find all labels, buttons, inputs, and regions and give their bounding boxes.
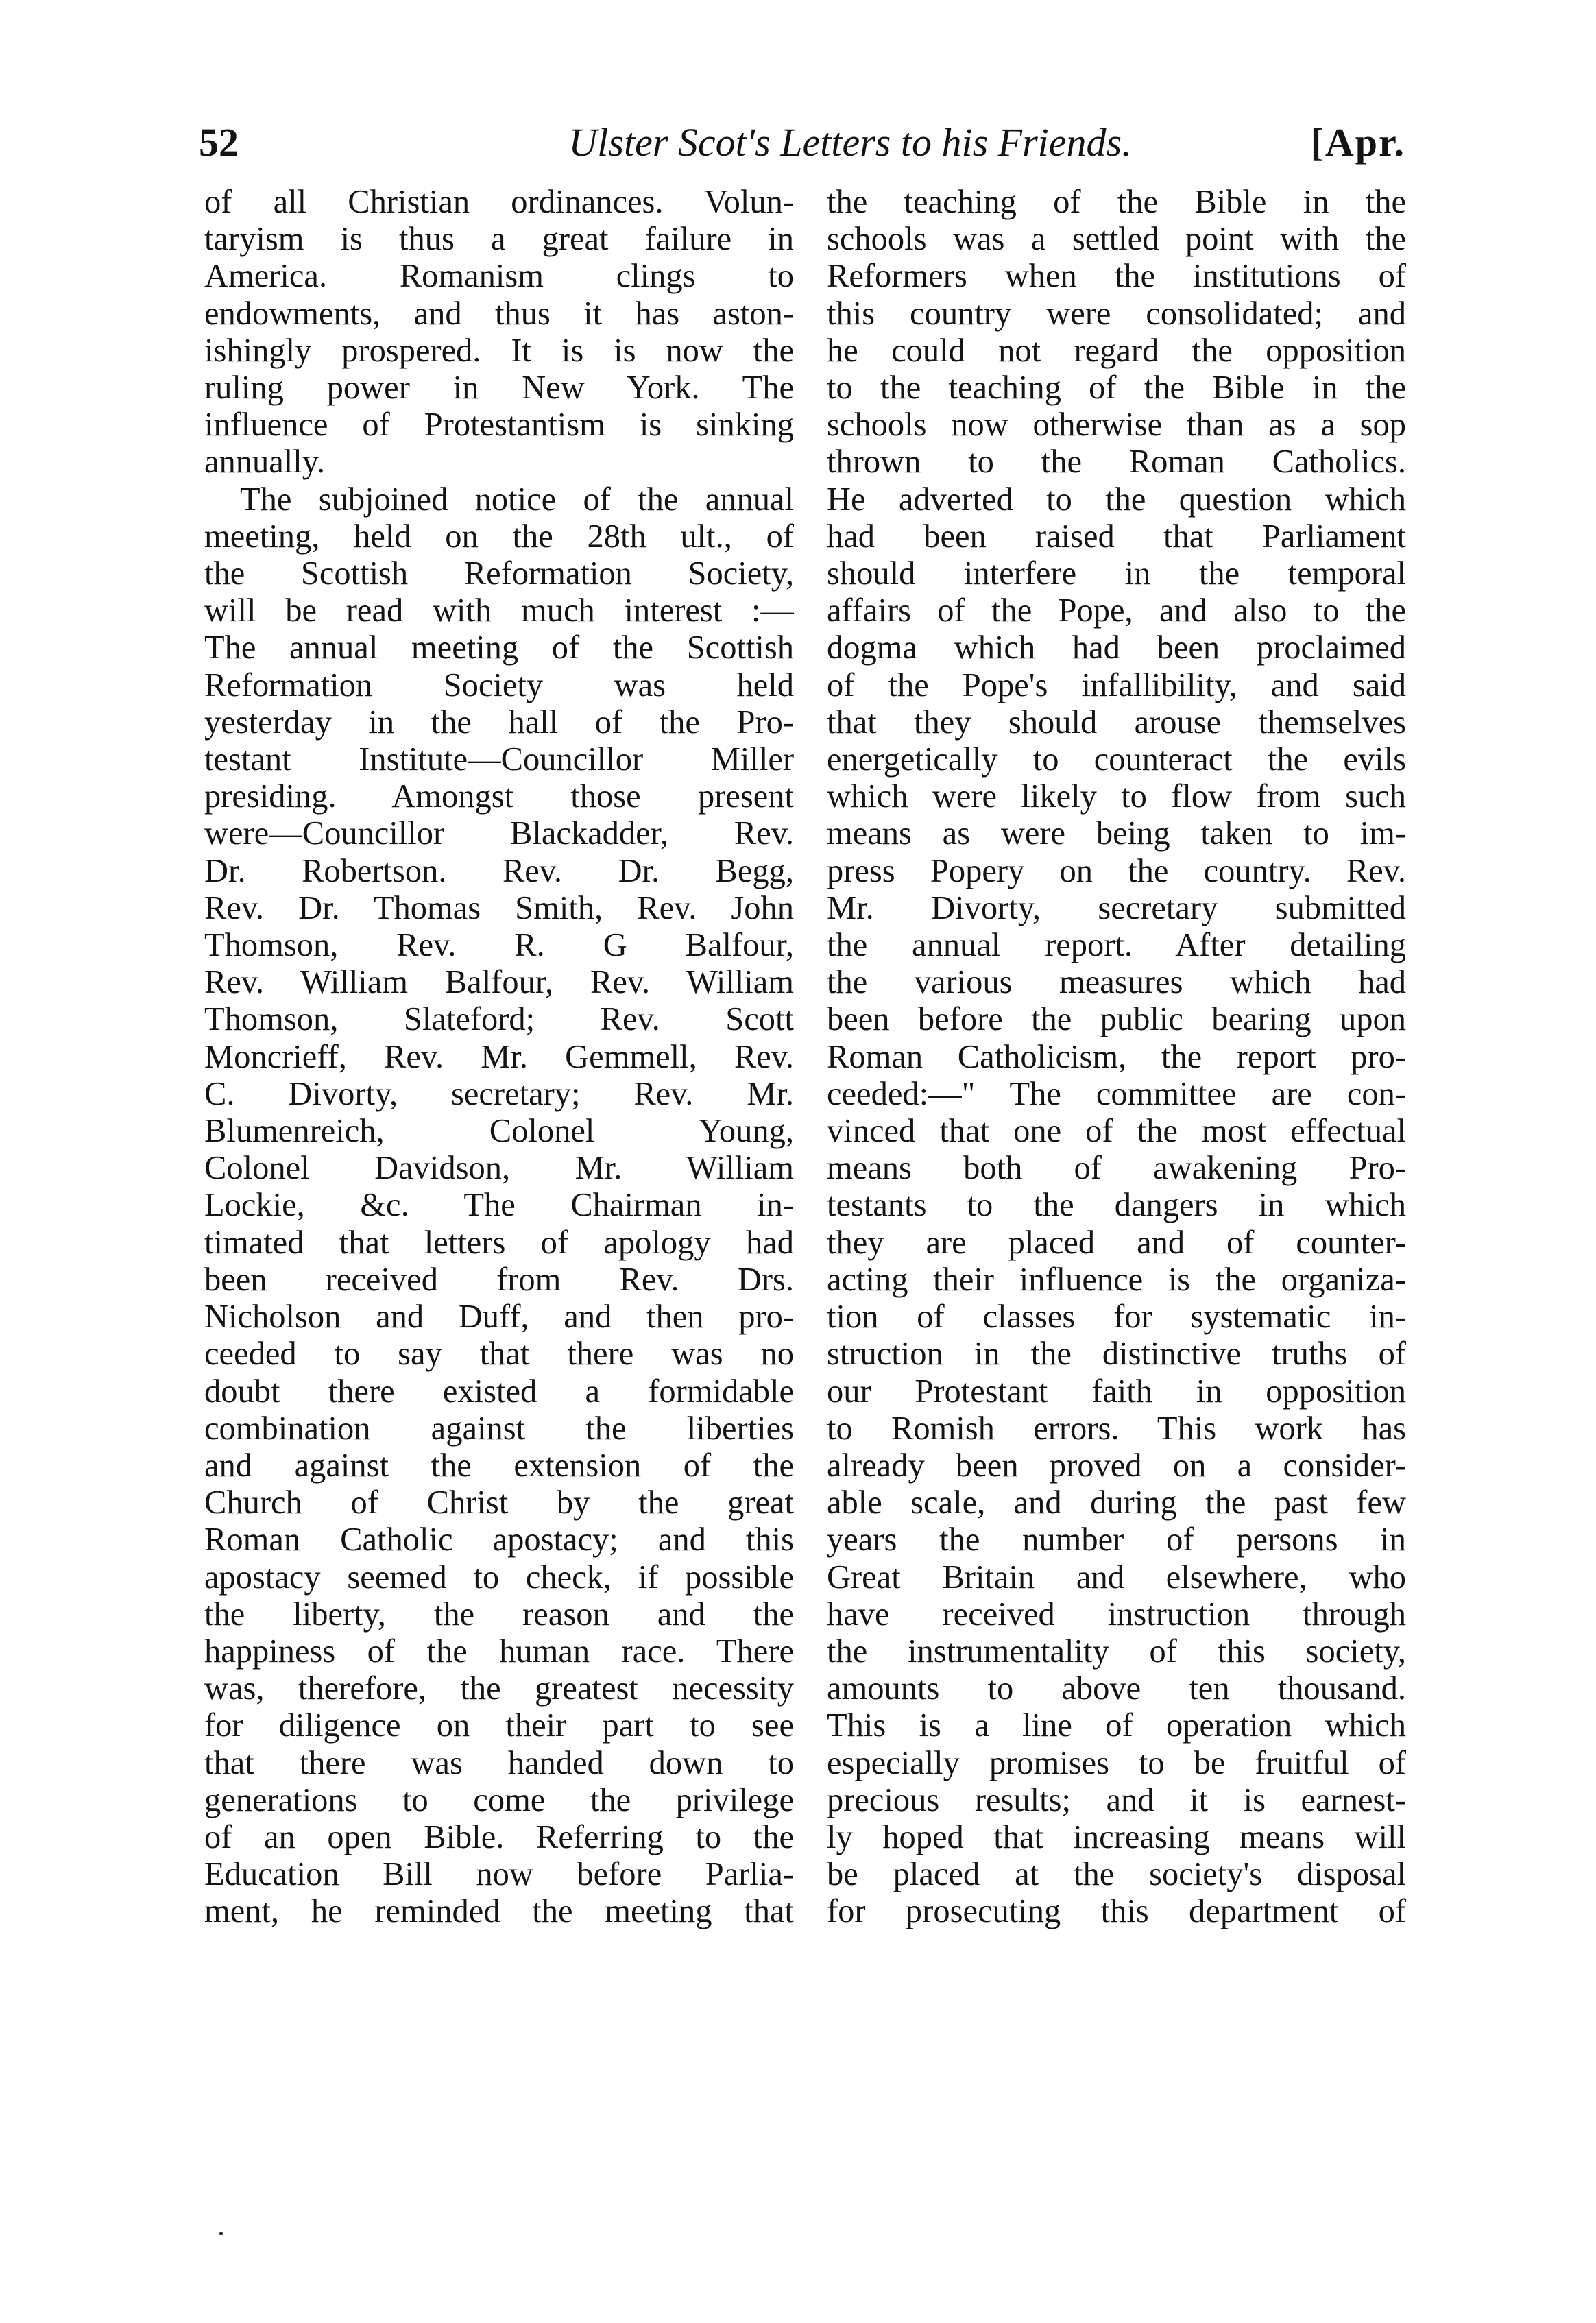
text-line: schools now otherwise than as a sop — [827, 407, 1406, 444]
text-line: and against the extension of the — [204, 1447, 794, 1484]
text-line: that there was handed down to — [204, 1744, 794, 1781]
text-line: ishingly prospered. It is is now the — [204, 332, 794, 369]
text-line: endowments, and thus it has aston- — [204, 295, 794, 332]
text-line: Great Britain and elsewhere, who — [827, 1558, 1406, 1596]
text-line: the Scottish Reformation Society, — [204, 555, 794, 592]
text-line: Reformation Society was held — [204, 666, 794, 703]
text-line: This is a line of operation which — [827, 1707, 1406, 1744]
text-line: ly hoped that increasing means will — [827, 1818, 1406, 1855]
text-line: means as were being taken to im- — [827, 815, 1406, 852]
text-line: doubt there existed a formidable — [204, 1373, 794, 1410]
text-line: should interfere in the temporal — [827, 555, 1406, 592]
text-line: means both of awakening Pro- — [827, 1150, 1406, 1187]
text-line: Roman Catholic apostacy; and this — [204, 1521, 794, 1558]
text-line: He adverted to the question which — [827, 481, 1406, 518]
text-line: press Popery on the country. Rev. — [827, 852, 1406, 889]
text-line: for prosecuting this department of — [827, 1893, 1406, 1930]
text-line: ruling power in New York. The — [204, 370, 794, 407]
text-line: been before the public bearing upon — [827, 1001, 1406, 1038]
text-line: years the number of persons in — [827, 1521, 1406, 1558]
text-line: generations to come the privilege — [204, 1781, 794, 1818]
page-number: 52 — [199, 120, 239, 165]
text-line: been received from Rev. Drs. — [204, 1261, 794, 1298]
text-line: that they should arouse themselves — [827, 703, 1406, 741]
text-line: Blumenreich, Colonel Young, — [204, 1113, 794, 1150]
text-line: Colonel Davidson, Mr. William — [204, 1150, 794, 1187]
text-line: Thomson, Rev. R. G Balfour, — [204, 927, 794, 964]
text-line: presiding. Amongst those present — [204, 778, 794, 815]
text-line: to Romish errors. This work has — [827, 1410, 1406, 1447]
text-line: The annual meeting of the Scottish — [204, 629, 794, 666]
text-line: acting their influence is the organiza- — [827, 1261, 1406, 1298]
text-line: this country were consolidated; and — [827, 295, 1406, 332]
text-line: Roman Catholicism, the report pro- — [827, 1038, 1406, 1075]
text-line: C. Divorty, secretary; Rev. Mr. — [204, 1075, 794, 1112]
text-line: already been proved on a consider- — [827, 1447, 1406, 1484]
text-line: ment, he reminded the meeting that — [204, 1893, 794, 1930]
text-line: of an open Bible. Referring to the — [204, 1818, 794, 1855]
text-line: the various measures which had — [827, 964, 1406, 1001]
text-line: to the teaching of the Bible in the — [827, 370, 1406, 407]
text-line: energetically to counteract the evils — [827, 741, 1406, 778]
text-line: affairs of the Pope, and also to the — [827, 592, 1406, 629]
text-line: Reformers when the institutions of — [827, 258, 1406, 295]
text-line: happiness of the human race. There — [204, 1633, 794, 1670]
text-line: the liberty, the reason and the — [204, 1596, 794, 1633]
text-line: our Protestant faith in opposition — [827, 1373, 1406, 1410]
text-line: of the Pope's infallibility, and said — [827, 666, 1406, 703]
text-line: Lockie, &c. The Chairman in- — [204, 1187, 794, 1224]
text-line: especially promises to be fruitful of — [827, 1744, 1406, 1781]
text-line: be placed at the society's disposal — [827, 1856, 1406, 1893]
text-line: Mr. Divorty, secretary submitted — [827, 889, 1406, 926]
text-line: dogma which had been proclaimed — [827, 629, 1406, 666]
text-line: thrown to the Roman Catholics. — [827, 444, 1406, 481]
text-line: apostacy seemed to check, if possible — [204, 1558, 794, 1596]
text-line: testants to the dangers in which — [827, 1187, 1406, 1224]
left-column — [204, 184, 794, 2200]
print-speck — [219, 2232, 223, 2235]
text-line: were—Councillor Blackadder, Rev. — [204, 815, 794, 852]
text-line: yesterday in the hall of the Pro- — [204, 703, 794, 741]
text-line: they are placed and of counter- — [827, 1224, 1406, 1261]
text-line: annually. — [204, 444, 325, 481]
text-line: the annual report. After detailing — [827, 927, 1406, 964]
text-line: Thomson, Slateford; Rev. Scott — [204, 1001, 794, 1038]
text-line: have received instruction through — [827, 1596, 1406, 1633]
text-line: Rev. Dr. Thomas Smith, Rev. John — [204, 889, 794, 926]
right-column — [827, 184, 1406, 2200]
text-line: able scale, and during the past few — [827, 1484, 1406, 1521]
text-line: meeting, held on the 28th ult., of — [204, 518, 794, 555]
text-line: Education Bill now before Parlia- — [204, 1856, 794, 1893]
text-line: the instrumentality of this society, — [827, 1633, 1406, 1670]
text-line: was, therefore, the greatest necessity — [204, 1670, 794, 1707]
text-line: ceeded:—" The committee are con- — [827, 1075, 1406, 1112]
text-line: struction in the distinctive truths of — [827, 1336, 1406, 1373]
text-line: precious results; and it is earnest- — [827, 1781, 1406, 1818]
running-header — [199, 115, 1405, 170]
text-line: testant Institute—Councillor Miller — [204, 741, 794, 778]
text-line: taryism is thus a great failure in — [204, 221, 794, 258]
text-line: Moncrieff, Rev. Mr. Gemmell, Rev. — [204, 1038, 794, 1075]
text-line: Rev. William Balfour, Rev. William — [204, 964, 794, 1001]
text-line: for diligence on their part to see — [204, 1707, 794, 1744]
text-line: influence of Protestantism is sinking — [204, 407, 794, 444]
text-line: will be read with much interest :— — [204, 592, 794, 629]
running-title: Ulster Scot's Letters to his Friends. — [568, 120, 1132, 165]
text-line: he could not regard the opposition — [827, 332, 1406, 369]
text-line: America. Romanism clings to — [204, 258, 794, 295]
text-line: Dr. Robertson. Rev. Dr. Begg, — [204, 852, 794, 889]
text-line: which were likely to flow from such — [827, 778, 1406, 815]
text-line: schools was a settled point with the — [827, 221, 1406, 258]
text-line: ceeded to say that there was no — [204, 1336, 794, 1373]
text-line: the teaching of the Bible in the — [827, 184, 1406, 220]
text-line: combination against the liberties — [204, 1410, 794, 1447]
text-line: timated that letters of apology had — [204, 1224, 794, 1261]
text-line: vinced that one of the most effectual — [827, 1113, 1406, 1150]
text-line: Nicholson and Duff, and then pro- — [204, 1299, 794, 1336]
paragraph-start-line: The subjoined notice of the annual — [240, 481, 794, 518]
text-line: Church of Christ by the great — [204, 1484, 794, 1521]
text-line: had been raised that Parliament — [827, 518, 1406, 555]
text-line: of all Christian ordinances. Volun- — [204, 184, 794, 220]
running-month: [Apr. — [1310, 120, 1405, 165]
text-line: amounts to above ten thousand. — [827, 1670, 1406, 1707]
text-line: tion of classes for systematic in- — [827, 1299, 1406, 1336]
